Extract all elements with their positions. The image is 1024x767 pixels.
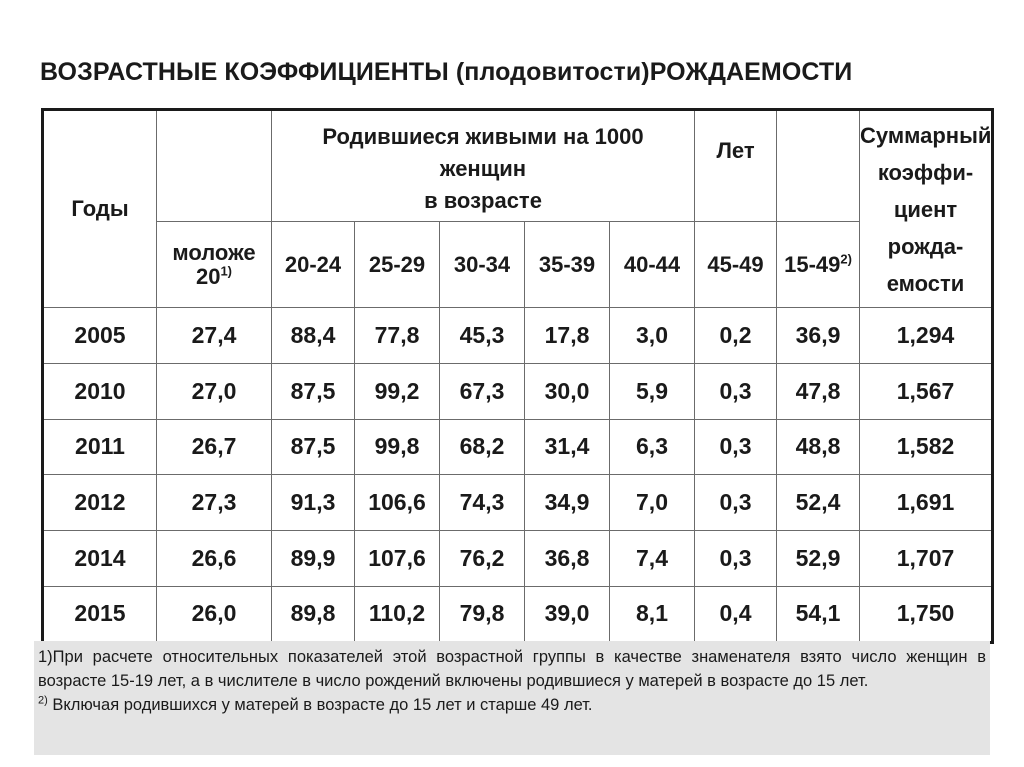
cell-20-24: 87,5 (272, 363, 355, 419)
cell-30-34: 67,3 (440, 363, 525, 419)
header-20-24: 20-24 (272, 222, 355, 308)
header-blank-cell-2 (777, 110, 860, 222)
table-row (43, 308, 993, 364)
cell-25-29: 106,6 (355, 475, 440, 531)
cell-total-rate: 1,750 (860, 586, 993, 642)
header-15-49-label: 15-49 (784, 251, 841, 277)
cell-45-49: 0,3 (695, 531, 777, 587)
cell-under-20: 26,0 (157, 586, 272, 642)
header-25-29: 25-29 (355, 222, 440, 308)
header-15-49 (777, 222, 860, 308)
cell-15-49: 47,8 (777, 363, 860, 419)
cell-35-39: 34,9 (525, 475, 610, 531)
cell-20-24: 89,8 (272, 586, 355, 642)
cell-under-20: 27,0 (157, 363, 272, 419)
header-30-34: 30-34 (440, 222, 525, 308)
header-under20-line2: 20 (195, 263, 221, 289)
footnote-2 (38, 693, 986, 717)
cell-year: 2011 (43, 419, 157, 475)
table-row (43, 419, 993, 475)
fertility-table (41, 108, 994, 644)
cell-35-39: 31,4 (525, 419, 610, 475)
cell-15-49: 36,9 (777, 308, 860, 364)
cell-30-34: 68,2 (440, 419, 525, 475)
header-15-49-sup: 2) (840, 251, 852, 267)
cell-15-49: 52,9 (777, 531, 860, 587)
cell-45-49: 0,2 (695, 308, 777, 364)
header-let (695, 110, 777, 222)
cell-40-44: 5,9 (610, 363, 695, 419)
cell-35-39: 36,8 (525, 531, 610, 587)
cell-25-29: 99,8 (355, 419, 440, 475)
cell-40-44: 7,4 (610, 531, 695, 587)
cell-30-34: 79,8 (440, 586, 525, 642)
header-under20 (157, 222, 272, 308)
cell-total-rate: 1,707 (860, 531, 993, 587)
cell-20-24: 87,5 (272, 419, 355, 475)
cell-15-49: 54,1 (777, 586, 860, 642)
cell-25-29: 110,2 (355, 586, 440, 642)
cell-40-44: 6,3 (610, 419, 695, 475)
header-group-line3: в возрасте (424, 188, 542, 213)
cell-25-29: 99,2 (355, 363, 440, 419)
cell-40-44: 7,0 (610, 475, 695, 531)
cell-year: 2014 (43, 531, 157, 587)
header-under20-sup: 1) (220, 263, 233, 279)
header-total (860, 110, 993, 308)
cell-40-44: 3,0 (610, 308, 695, 364)
header-total-line4: рожда- (887, 233, 964, 259)
cell-under-20: 26,6 (157, 531, 272, 587)
cell-30-34: 45,3 (440, 308, 525, 364)
header-years-label: Годы (71, 196, 129, 221)
cell-total-rate: 1,567 (860, 363, 993, 419)
cell-30-34: 74,3 (440, 475, 525, 531)
table-row (43, 531, 993, 587)
cell-year: 2010 (43, 363, 157, 419)
header-group (272, 110, 695, 222)
cell-45-49: 0,3 (695, 419, 777, 475)
cell-total-rate: 1,582 (860, 419, 993, 475)
header-under20-line1: моложе (172, 239, 256, 265)
cell-45-49: 0,3 (695, 475, 777, 531)
cell-15-49: 52,4 (777, 475, 860, 531)
table-row (43, 475, 993, 531)
page-title (40, 58, 852, 87)
header-group-line1: Родившиеся живыми на 1000 (322, 124, 644, 149)
footnote-2-text: Включая родившихся у матерей в возрасте до 15 лет и старше 49 лет. (47, 696, 593, 714)
footnote-1: 1)При расчете относительных показателей этой возрастной группы в качестве знаменателя взято число женщин в возрасте 15-19 лет, а в числителе в число рождений включены родившиеся у матерей в возрасте до 15 лет. (38, 648, 986, 690)
cell-year: 2015 (43, 586, 157, 642)
header-group-line2: женщин (439, 156, 527, 181)
header-total-line3: циент (893, 196, 958, 222)
cell-25-29: 107,6 (355, 531, 440, 587)
header-total-line2: коэффи- (877, 159, 974, 185)
header-blank-cell (157, 110, 272, 222)
cell-45-49: 0,3 (695, 363, 777, 419)
title-part-main: ВОЗРАСТНЫЕ КОЭФФИЦИЕНТЫ (40, 58, 456, 86)
title-part-paren: (плодовитости) (455, 58, 650, 86)
header-40-44: 40-44 (610, 222, 695, 308)
cell-20-24: 88,4 (272, 308, 355, 364)
cell-total-rate: 1,294 (860, 308, 993, 364)
header-let-label: Лет (716, 138, 755, 163)
cell-under-20: 27,4 (157, 308, 272, 364)
cell-20-24: 91,3 (272, 475, 355, 531)
cell-year: 2005 (43, 308, 157, 364)
cell-30-34: 76,2 (440, 531, 525, 587)
cell-under-20: 27,3 (157, 475, 272, 531)
cell-20-24: 89,9 (272, 531, 355, 587)
cell-35-39: 17,8 (525, 308, 610, 364)
header-total-line5: емости (886, 270, 965, 296)
cell-15-49: 48,8 (777, 419, 860, 475)
footnote-2-sup: 2) (38, 694, 48, 707)
cell-35-39: 39,0 (525, 586, 610, 642)
header-years (43, 110, 157, 308)
cell-under-20: 26,7 (157, 419, 272, 475)
cell-total-rate: 1,691 (860, 475, 993, 531)
footnotes (34, 641, 990, 755)
header-35-39: 35-39 (525, 222, 610, 308)
title-part-end: РОЖДАЕМОСТИ (649, 58, 853, 86)
cell-40-44: 8,1 (610, 586, 695, 642)
cell-year: 2012 (43, 475, 157, 531)
table-row (43, 363, 993, 419)
table-row (43, 586, 993, 642)
header-total-line1: Суммарный (860, 122, 992, 148)
cell-25-29: 77,8 (355, 308, 440, 364)
cell-35-39: 30,0 (525, 363, 610, 419)
cell-45-49: 0,4 (695, 586, 777, 642)
header-45-49: 45-49 (695, 222, 777, 308)
